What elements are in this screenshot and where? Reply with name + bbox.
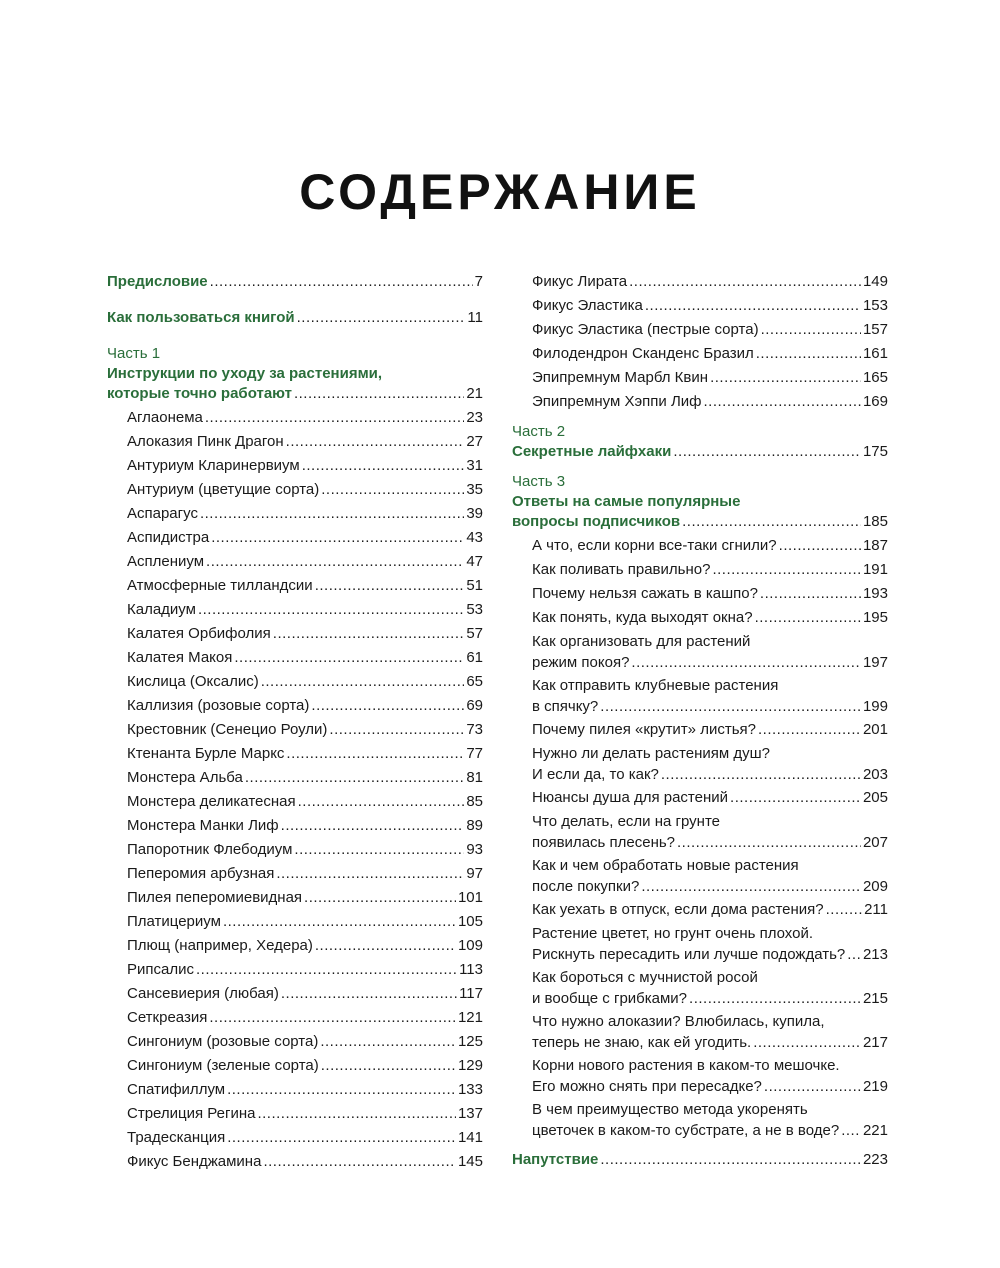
toc-entry-label: Как понять, куда выходят окна? [532,609,753,626]
toc-entry[interactable] [512,558,888,582]
toc-page-number: 211 [864,901,888,918]
toc-entry-label: в спячку? [532,698,599,715]
toc-entry-label: Сансевиерия (любая) [127,985,279,1002]
toc-page-number: 121 [457,1009,483,1026]
toc-page-number: 205 [862,789,888,806]
toc-entry-howto[interactable] [107,306,483,330]
toc-page-number: 203 [862,766,888,783]
toc-entry-label: Напутствие [512,1151,599,1168]
toc-entry[interactable] [107,718,483,742]
toc-page-number: 197 [862,654,888,671]
toc-entry[interactable] [512,366,888,390]
toc-page-number: 117 [459,985,483,1002]
toc-entry-label: Фикус Лирата [532,273,628,290]
dot-leader [234,646,464,670]
toc-page-number: 85 [466,793,483,810]
dot-leader [645,294,861,318]
toc-page-number: 175 [862,443,888,460]
dot-leader [196,958,457,982]
toc-entry[interactable] [107,526,483,550]
toc-page-number: 133 [457,1081,483,1098]
toc-entry-label: Аспидистра [127,529,210,546]
toc-left-column [107,270,483,1174]
dot-leader [211,526,464,550]
toc-entry[interactable] [107,1150,483,1174]
dot-leader [205,406,464,430]
toc-entry-label: А что, если корни все-таки сгнили? [532,537,777,554]
toc-entry[interactable] [107,1102,483,1126]
dot-leader [286,742,464,766]
dot-leader [689,988,861,1010]
toc-page-number: 169 [862,393,888,410]
toc-page-number: 199 [862,698,888,715]
toc-page-number: 153 [862,297,888,314]
toc-page-number: 165 [862,369,888,386]
toc-entry-label: Как пользоваться книгой [107,309,295,326]
toc-entry-label: Кислица (Оксалис) [127,673,259,690]
toc-entry-line1: Корни нового растения в каком-то мешочке. [532,1057,840,1074]
toc-entry-label: Сингониум (зеленые сорта) [127,1057,319,1074]
toc-entry-label: Папоротник Флебодиум [127,841,293,858]
toc-entry[interactable] [512,988,888,1010]
toc-page-number: 23 [466,409,483,426]
toc-page-number: 39 [466,505,483,522]
toc-entry[interactable] [107,1006,483,1030]
toc-entry[interactable] [107,766,483,790]
toc-page-number: 145 [457,1153,483,1170]
toc-page-number: 47 [466,553,483,570]
toc-entry-label: появилась плесень? [532,834,676,851]
toc-entry-label: Аспарагус [127,505,198,522]
toc-entry-part3[interactable] [512,512,888,532]
toc-page-number: 73 [466,721,483,738]
toc-entry[interactable] [512,342,888,366]
toc-page-number: 109 [457,937,483,954]
dot-leader [315,934,456,958]
toc-entry-label: Ктенанта Бурле Маркс [127,745,285,762]
toc-entry[interactable] [107,478,483,502]
dot-leader [276,862,464,886]
toc-entry[interactable] [512,1032,888,1054]
dot-leader [661,764,861,786]
dot-leader [758,718,861,742]
toc-entry-label: Крестовник (Сенецио Роули) [127,721,328,738]
toc-page-number: 141 [457,1129,483,1146]
toc-page-number: 105 [457,913,483,930]
toc-entry[interactable] [512,718,888,742]
dot-leader [206,550,464,574]
dot-leader [712,558,861,582]
dot-leader [321,1054,456,1078]
dot-leader [200,502,464,526]
toc-entry[interactable] [512,832,888,854]
toc-page-number: 69 [466,697,483,714]
dot-leader [753,1032,861,1054]
toc-entry-label: Фикус Бенджамина [127,1153,262,1170]
toc-entry-label: Фикус Эластика [532,297,643,314]
toc-page-number: 195 [862,609,888,626]
toc-page-number: 77 [466,745,483,762]
toc-entry-label: Калатея Макоя [127,649,233,666]
part3-title-line1: Ответы на самые популярные [512,493,741,510]
toc-page-number: 157 [862,321,888,338]
part2-label: Часть 2 [512,423,566,440]
toc-page-number: 219 [862,1078,888,1095]
toc-entry[interactable] [107,910,483,934]
toc-page-number: 191 [862,561,888,578]
toc-entry[interactable] [512,652,888,674]
part1-title-line2: которые точно работают [107,385,292,402]
dot-leader [673,442,861,462]
toc-entry-label: Аглаонема [127,409,203,426]
part2-title: Секретные лайфхаки [512,443,672,460]
toc-entry[interactable] [107,622,483,646]
toc-entry[interactable] [107,598,483,622]
toc-page-number: 201 [862,721,888,738]
toc-entry[interactable] [107,694,483,718]
toc-page-number: 43 [466,529,483,546]
toc-entry-label: после покупки? [532,878,640,895]
toc-entry-line1: Растение цветет, но грунт очень плохой. [532,925,814,942]
dot-leader [631,652,861,674]
toc-page-number: 27 [466,433,483,450]
toc-entry[interactable] [512,606,888,630]
toc-entry[interactable] [107,1030,483,1054]
toc-entry-label: Как поливать правильно? [532,561,711,578]
dot-leader [320,1030,456,1054]
toc-entry-label: Калатея Орбифолия [127,625,271,642]
toc-page-number: 65 [466,673,483,690]
toc-page-number: 215 [862,990,888,1007]
toc-entry-label: цветочек в каком-то субстрате, а не в воде? [532,1122,840,1139]
toc-entry-line1: Нужно ли делать растениям душ? [532,745,770,762]
dot-leader [198,598,464,622]
toc-entry[interactable] [107,454,483,478]
dot-leader [227,1078,456,1102]
toc-entry-label: Фикус Эластика (пестрые сорта) [532,321,759,338]
toc-entry-label: Атмосферные тилландсии [127,577,313,594]
toc-entry-label: Его можно снять при пересадке? [532,1078,762,1095]
part1-title-line1: Инструкции по уходу за растениями, [107,365,383,382]
dot-leader [297,306,466,330]
dot-leader [286,430,465,454]
toc-entry-line1: В чем преимущество метода укоренять [532,1101,808,1118]
toc-entry[interactable] [107,982,483,1006]
toc-entry[interactable] [512,786,888,810]
toc-page-number: 223 [862,1151,888,1168]
toc-entry-label: И если да, то как? [532,766,659,783]
toc-page-number: 97 [466,865,483,882]
part3-title-line2: вопросы подписчиков [512,513,681,530]
toc-entry-line1: Что делать, если на грунте [532,813,720,830]
toc-entry[interactable] [107,502,483,526]
toc-entry-label: Плющ (например, Хедера) [127,937,313,954]
toc-right-column [512,270,888,1172]
toc-entry-part1[interactable] [107,384,483,404]
toc-entry[interactable] [107,1078,483,1102]
dot-leader [227,1126,456,1150]
toc-entry[interactable] [107,934,483,958]
toc-entry-label: Рипсалис [127,961,194,978]
toc-page-number: 125 [457,1033,483,1050]
dot-leader [315,574,465,598]
toc-entry-line1: Как и чем обработать новые растения [532,857,799,874]
toc-entry-label: Стрелиция Регина [127,1105,256,1122]
dot-leader [779,534,861,558]
toc-page-number: 101 [457,889,483,906]
toc-entry[interactable] [107,670,483,694]
toc-page-number: 221 [862,1122,888,1139]
toc-entry[interactable] [107,838,483,862]
toc-page-number: 7 [474,273,483,290]
dot-leader [209,1006,456,1030]
toc-page-number: 57 [466,625,483,642]
toc-page-number: 61 [466,649,483,666]
toc-page-number: 35 [466,481,483,498]
dot-leader [764,1076,861,1098]
toc-entry-label: Нюансы душа для растений [532,789,729,806]
toc-entry-label: режим покоя? [532,654,630,671]
page-title: СОДЕРЖАНИЕ [299,164,701,220]
toc-entry-label: Монстера деликатесная [127,793,296,810]
dot-leader [304,886,456,910]
dot-leader [261,670,465,694]
dot-leader [298,790,465,814]
toc-entry-line1: Как бороться с мучнистой росой [532,969,758,986]
toc-page-number: 89 [466,817,483,834]
toc-page-number: 129 [457,1057,483,1074]
toc-entry-label: Сеткреазия [127,1009,208,1026]
toc-entry-label: Почему нельзя сажать в кашпо? [532,585,758,602]
toc-entry[interactable] [512,1120,888,1142]
toc-page-number: 161 [862,345,888,362]
dot-leader [311,694,464,718]
toc-entry[interactable] [107,742,483,766]
toc-entry-line1: Как отправить клубневые растения [532,677,779,694]
dot-leader [281,814,465,838]
dot-leader [710,366,861,390]
toc-entry[interactable] [107,646,483,670]
dot-leader [223,910,456,934]
dot-leader [826,898,862,922]
toc-entry-label: Алоказия Пинк Драгон [127,433,284,450]
dot-leader [677,832,861,854]
dot-leader [760,582,861,606]
toc-entry-label: Монстера Манки Лиф [127,817,279,834]
toc-page-number: 31 [466,457,483,474]
toc-entry-label: Каладиум [127,601,196,618]
toc-page-number: 209 [862,878,888,895]
toc-entry-line1: Как организовать для растений [532,633,751,650]
toc-page-number: 193 [862,585,888,602]
toc-entry[interactable] [512,764,888,786]
toc-entry[interactable] [107,430,483,454]
toc-page-number: 11 [467,309,483,326]
toc-entry-label: Асплениум [127,553,205,570]
toc-entry[interactable] [512,582,888,606]
toc-entry-label: Антуриум Кларинервиум [127,457,300,474]
dot-leader [281,982,457,1006]
toc-page-number: 53 [466,601,483,618]
toc-page-number: 185 [862,513,888,530]
toc-entry[interactable] [512,318,888,342]
toc-entry[interactable] [107,862,483,886]
toc-entry[interactable] [512,898,888,922]
toc-page-number: 81 [466,769,483,786]
toc-entry-label: Платицериум [127,913,221,930]
dot-leader [841,1120,861,1142]
dot-leader [755,606,861,630]
toc-entry[interactable] [107,406,483,430]
toc-entry[interactable] [107,790,483,814]
toc-page-number: 207 [862,834,888,851]
toc-page-number: 213 [862,946,888,963]
dot-leader [245,766,464,790]
toc-page-number: 149 [862,273,888,290]
toc-entry[interactable] [107,1054,483,1078]
toc-entry[interactable] [107,574,483,598]
toc-entry-label: Пеперомия арбузная [127,865,275,882]
dot-leader [682,512,861,532]
toc-entry-farewell[interactable] [512,1148,888,1172]
dot-leader [704,390,861,414]
toc-entry-label: Сингониум (розовые сорта) [127,1033,319,1050]
part3-label: Часть 3 [512,473,566,490]
toc-entry[interactable] [512,696,888,718]
toc-entry-label: Филодендрон Сканденс Бразил [532,345,754,362]
toc-page-number: 93 [466,841,483,858]
toc-entry-label: Антуриум (цветущие сорта) [127,481,320,498]
part1-label: Часть 1 [107,345,161,362]
dot-leader [294,838,464,862]
dot-leader [294,384,464,404]
toc-entry-label: Монстера Альба [127,769,243,786]
toc-entry[interactable] [107,886,483,910]
dot-leader [273,622,465,646]
dot-leader [847,944,861,966]
toc-entry[interactable] [512,1076,888,1098]
dot-leader [761,318,861,342]
dot-leader [641,876,861,898]
toc-entry[interactable] [512,534,888,558]
dot-leader [629,270,861,294]
toc-page-number: 187 [862,537,888,554]
toc-entry-label: Эпипремнум Хэппи Лиф [532,393,702,410]
toc-page-number: 21 [466,385,483,402]
toc-entry-part2[interactable] [512,442,888,462]
toc-entry[interactable] [107,814,483,838]
toc-entry[interactable] [512,876,888,898]
toc-entry-label: Спатифиллум [127,1081,226,1098]
toc-entry-label: Пилея пеперомиевидная [127,889,303,906]
toc-entry[interactable] [512,944,888,966]
dot-leader [302,454,465,478]
toc-entry-label: Рискнуть пересадить или лучше подождать? [532,946,846,963]
toc-entry-label: Каллизия (розовые сорта) [127,697,310,714]
dot-leader [730,786,861,810]
toc-page-number: 137 [457,1105,483,1122]
toc-entry-label: Почему пилея «крутит» листья? [532,721,756,738]
dot-leader [263,1150,456,1174]
toc-entry-label: Традесканция [127,1129,226,1146]
toc-page-number: 51 [466,577,483,594]
toc-entry[interactable] [107,550,483,574]
toc-entry-label: и вообще с грибками? [532,990,688,1007]
toc-entry-label: Эпипремнум Марбл Квин [532,369,709,386]
dot-leader [257,1102,456,1126]
toc-entry[interactable] [107,1126,483,1150]
toc-entry[interactable] [512,390,888,414]
dot-leader [321,478,464,502]
dot-leader [210,270,473,294]
toc-page-number: 113 [459,961,483,978]
toc-entry-line1: Что нужно алоказии? Влюбилась, купила, [532,1013,825,1030]
toc-entry-label: теперь не знаю, как ей угодить. [532,1034,752,1051]
dot-leader [329,718,464,742]
dot-leader [600,696,861,718]
toc-entry-label: Предисловие [107,273,208,290]
toc-page-number: 217 [862,1034,888,1051]
toc-entry[interactable] [107,958,483,982]
dot-leader [600,1148,861,1172]
toc-entry-preface[interactable] [107,270,483,294]
toc-entry[interactable] [512,294,888,318]
dot-leader [756,342,861,366]
toc-entry[interactable] [512,270,888,294]
toc-entry-label: Как уехать в отпуск, если дома растения? [532,901,824,918]
